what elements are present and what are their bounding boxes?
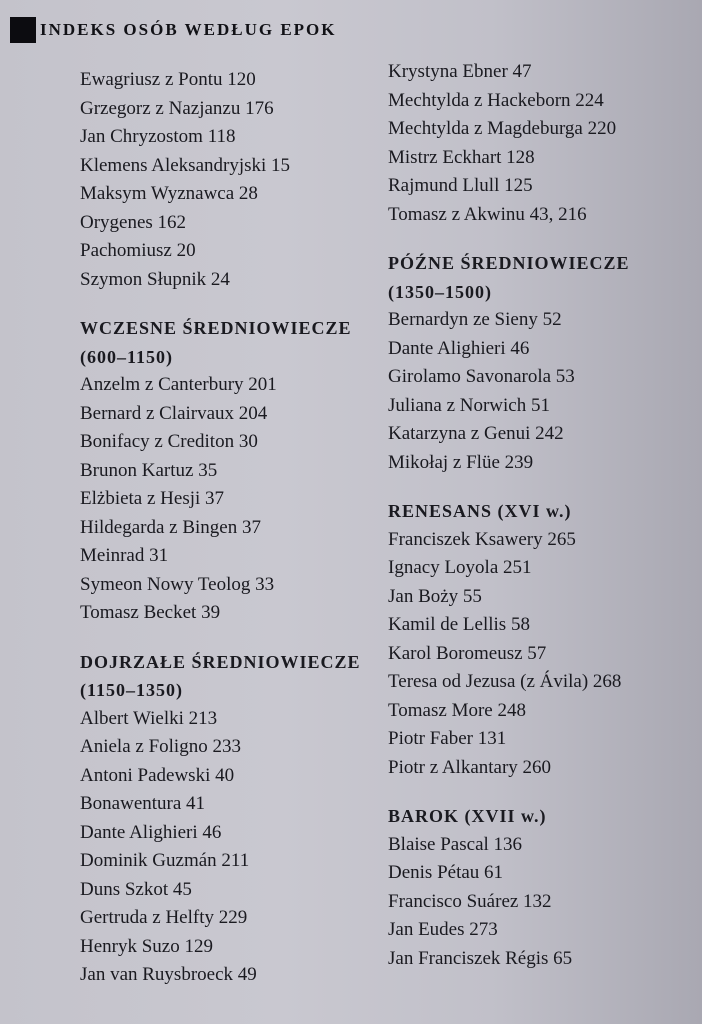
index-entry: Meinrad 31 [80, 545, 169, 566]
index-entry: Dante Alighieri 46 [388, 337, 530, 359]
index-entry: Bonawentura 41 [80, 793, 206, 814]
section-late-middle-ages [388, 249, 688, 477]
index-entry: Jan Franciszek Régis 65 [388, 947, 573, 969]
index-entry: Blaise Pascal 136 [388, 833, 523, 855]
index-entry: Henryk Suzo 129 [80, 935, 213, 957]
index-entry: Szymon Słupnik 24 [80, 268, 230, 290]
index-entry: Anzelm z Canterbury 201 [80, 374, 277, 395]
index-entry: Piotr Faber 131 [388, 728, 507, 749]
index-entry: Rajmund Llull 125 [388, 175, 533, 196]
section-renaissance [388, 497, 688, 782]
left-top-list [80, 66, 380, 294]
index-entry: Albert Wielki 213 [80, 707, 218, 729]
index-entry: Grzegorz z Nazjanzu 176 [80, 97, 274, 119]
page-title: INDEKS OSÓB WEDŁUG EPOK [40, 20, 337, 39]
index-entry: Symeon Nowy Teolog 33 [80, 573, 275, 595]
section-high-middle-ages [80, 648, 380, 990]
section-title: WCZESNE ŚREDNIOWIECZE [80, 318, 352, 338]
section-title: PÓŹNE ŚREDNIOWIECZE [388, 253, 630, 273]
index-entry: Bonifacy z Crediton 30 [80, 431, 258, 452]
index-entry: Orygenes 162 [80, 211, 187, 233]
index-entry: Maksym Wyznawca 28 [80, 183, 258, 204]
right-column [388, 61, 688, 973]
section-range: (1350–1500) [388, 281, 492, 302]
index-entry: Jan Eudes 273 [388, 919, 498, 940]
index-entry: Tomasz z Akwinu 43, 216 [388, 203, 587, 225]
index-entry: Hildegarda z Bingen 37 [80, 516, 261, 538]
section-title: BAROK (XVII w.) [388, 806, 547, 826]
index-entry: Jan Boży 55 [388, 585, 482, 607]
index-entry: Jan Chryzostom 118 [80, 126, 236, 147]
index-entry: Elżbieta z Hesji 37 [80, 488, 225, 509]
index-entry: Tomasz Becket 39 [80, 602, 221, 623]
index-entry: Francisco Suárez 132 [388, 890, 552, 912]
index-entry: Katarzyna z Genui 242 [388, 423, 564, 444]
index-entry: Denis Pétau 61 [388, 862, 504, 883]
index-entry: Bernard z Clairvaux 204 [80, 402, 268, 424]
index-entry: Mistrz Eckhart 128 [388, 146, 535, 168]
section-baroque [388, 802, 688, 973]
section-title: DOJRZAŁE ŚREDNIOWIECZE [80, 651, 361, 672]
index-entry: Dante Alighieri 46 [80, 821, 222, 843]
index-entry: Duns Szkot 45 [80, 878, 192, 900]
index-entry: Gertruda z Helfty 229 [80, 907, 248, 928]
index-entry: Dominik Guzmán 211 [80, 850, 250, 871]
index-entry: Piotr z Alkantary 260 [388, 756, 552, 778]
right-top-list [388, 58, 688, 229]
section-range: (1150–1350) [80, 680, 183, 700]
index-entry: Karol Boromeusz 57 [388, 642, 547, 664]
index-entry: Juliana z Norwich 51 [388, 394, 550, 416]
index-entry: Krystyna Ebner 47 [388, 61, 532, 82]
index-entry: Pachomiusz 20 [80, 240, 196, 261]
index-entry: Bernardyn ze Sieny 52 [388, 309, 562, 330]
page-header [10, 18, 337, 42]
left-column [80, 66, 380, 990]
index-entry: Jan van Ruysbroeck 49 [80, 964, 257, 985]
index-entry: Antoni Padewski 40 [80, 764, 235, 786]
index-entry: Aniela z Foligno 233 [80, 736, 241, 757]
index-entry: Girolamo Savonarola 53 [388, 366, 575, 387]
index-entry: Tomasz More 248 [388, 699, 526, 721]
index-entry: Ewagriusz z Pontu 120 [80, 69, 256, 90]
index-entry: Franciszek Ksawery 265 [388, 528, 576, 550]
header-square-marker [10, 17, 36, 43]
index-entry: Mechtylda z Magdeburga 220 [388, 118, 617, 139]
section-title: RENESANS (XVI w.) [388, 501, 572, 521]
index-entry: Ignacy Loyola 251 [388, 557, 532, 578]
index-entry: Mechtylda z Hackeborn 224 [388, 89, 604, 111]
section-early-middle-ages [80, 314, 380, 628]
index-entry: Brunon Kartuz 35 [80, 459, 218, 481]
section-range: (600–1150) [80, 346, 173, 367]
index-entry: Kamil de Lellis 58 [388, 614, 530, 635]
index-entry: Teresa od Jezusa (z Ávila) 268 [388, 671, 622, 692]
index-entry: Klemens Aleksandryjski 15 [80, 154, 291, 176]
index-entry: Mikołaj z Flüe 239 [388, 451, 534, 473]
